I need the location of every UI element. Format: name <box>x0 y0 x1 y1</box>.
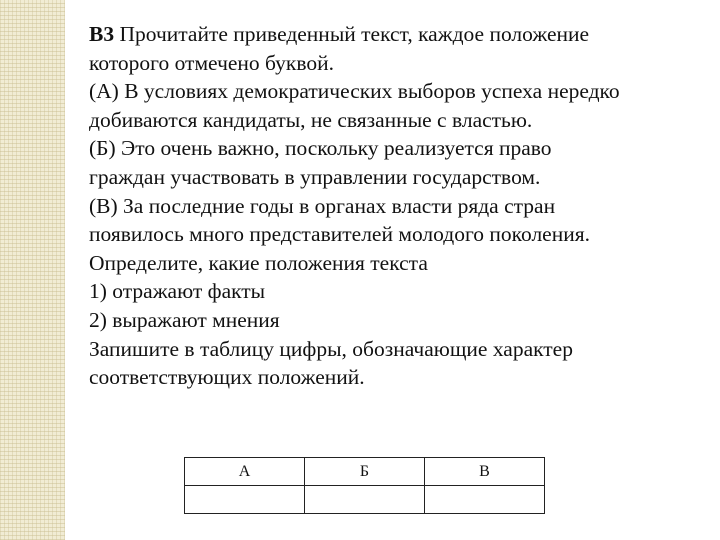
statement-c-line: (В) За последние годы в органах власти ряда стран <box>89 193 556 218</box>
instruction-line: соответствующих положений. <box>89 365 365 390</box>
task-intro: Прочитайте приведенный текст, каждое положение <box>114 22 590 46</box>
decorative-side-strip <box>0 0 65 540</box>
statement-c-line: появилось много представителей молодого поколения. <box>89 222 590 247</box>
statement-a-line: добиваются кандидаты, не связанные с властью. <box>89 107 533 132</box>
answer-cell-b[interactable] <box>305 486 425 514</box>
task-line: которого отмечено буквой. <box>89 50 335 75</box>
task-text <box>89 20 699 392</box>
instruction-line: Запишите в таблицу цифры, обозначающие характер <box>89 336 573 361</box>
answer-header-c: В <box>425 458 545 486</box>
answer-table-header-row <box>185 458 545 486</box>
statement-b-line: (Б) Это очень важно, поскольку реализуется право <box>89 136 552 161</box>
option-facts: 1) отражают факты <box>89 279 266 304</box>
answer-header-b: Б <box>305 458 425 486</box>
answer-table-input-row <box>185 486 545 514</box>
statement-b-line: граждан участвовать в управлении государством. <box>89 164 541 189</box>
answer-cell-c[interactable] <box>425 486 545 514</box>
instruction-line: Определите, какие положения текста <box>89 250 428 275</box>
answer-cell-a[interactable] <box>185 486 305 514</box>
answer-table <box>184 457 545 514</box>
answer-header-a: А <box>185 458 305 486</box>
task-number: B3 <box>89 22 115 46</box>
option-opinions: 2) выражают мнения <box>89 307 280 332</box>
statement-a-line: (А) В условиях демократических выборов успеха нередко <box>89 79 620 104</box>
task-heading-line <box>89 20 699 49</box>
